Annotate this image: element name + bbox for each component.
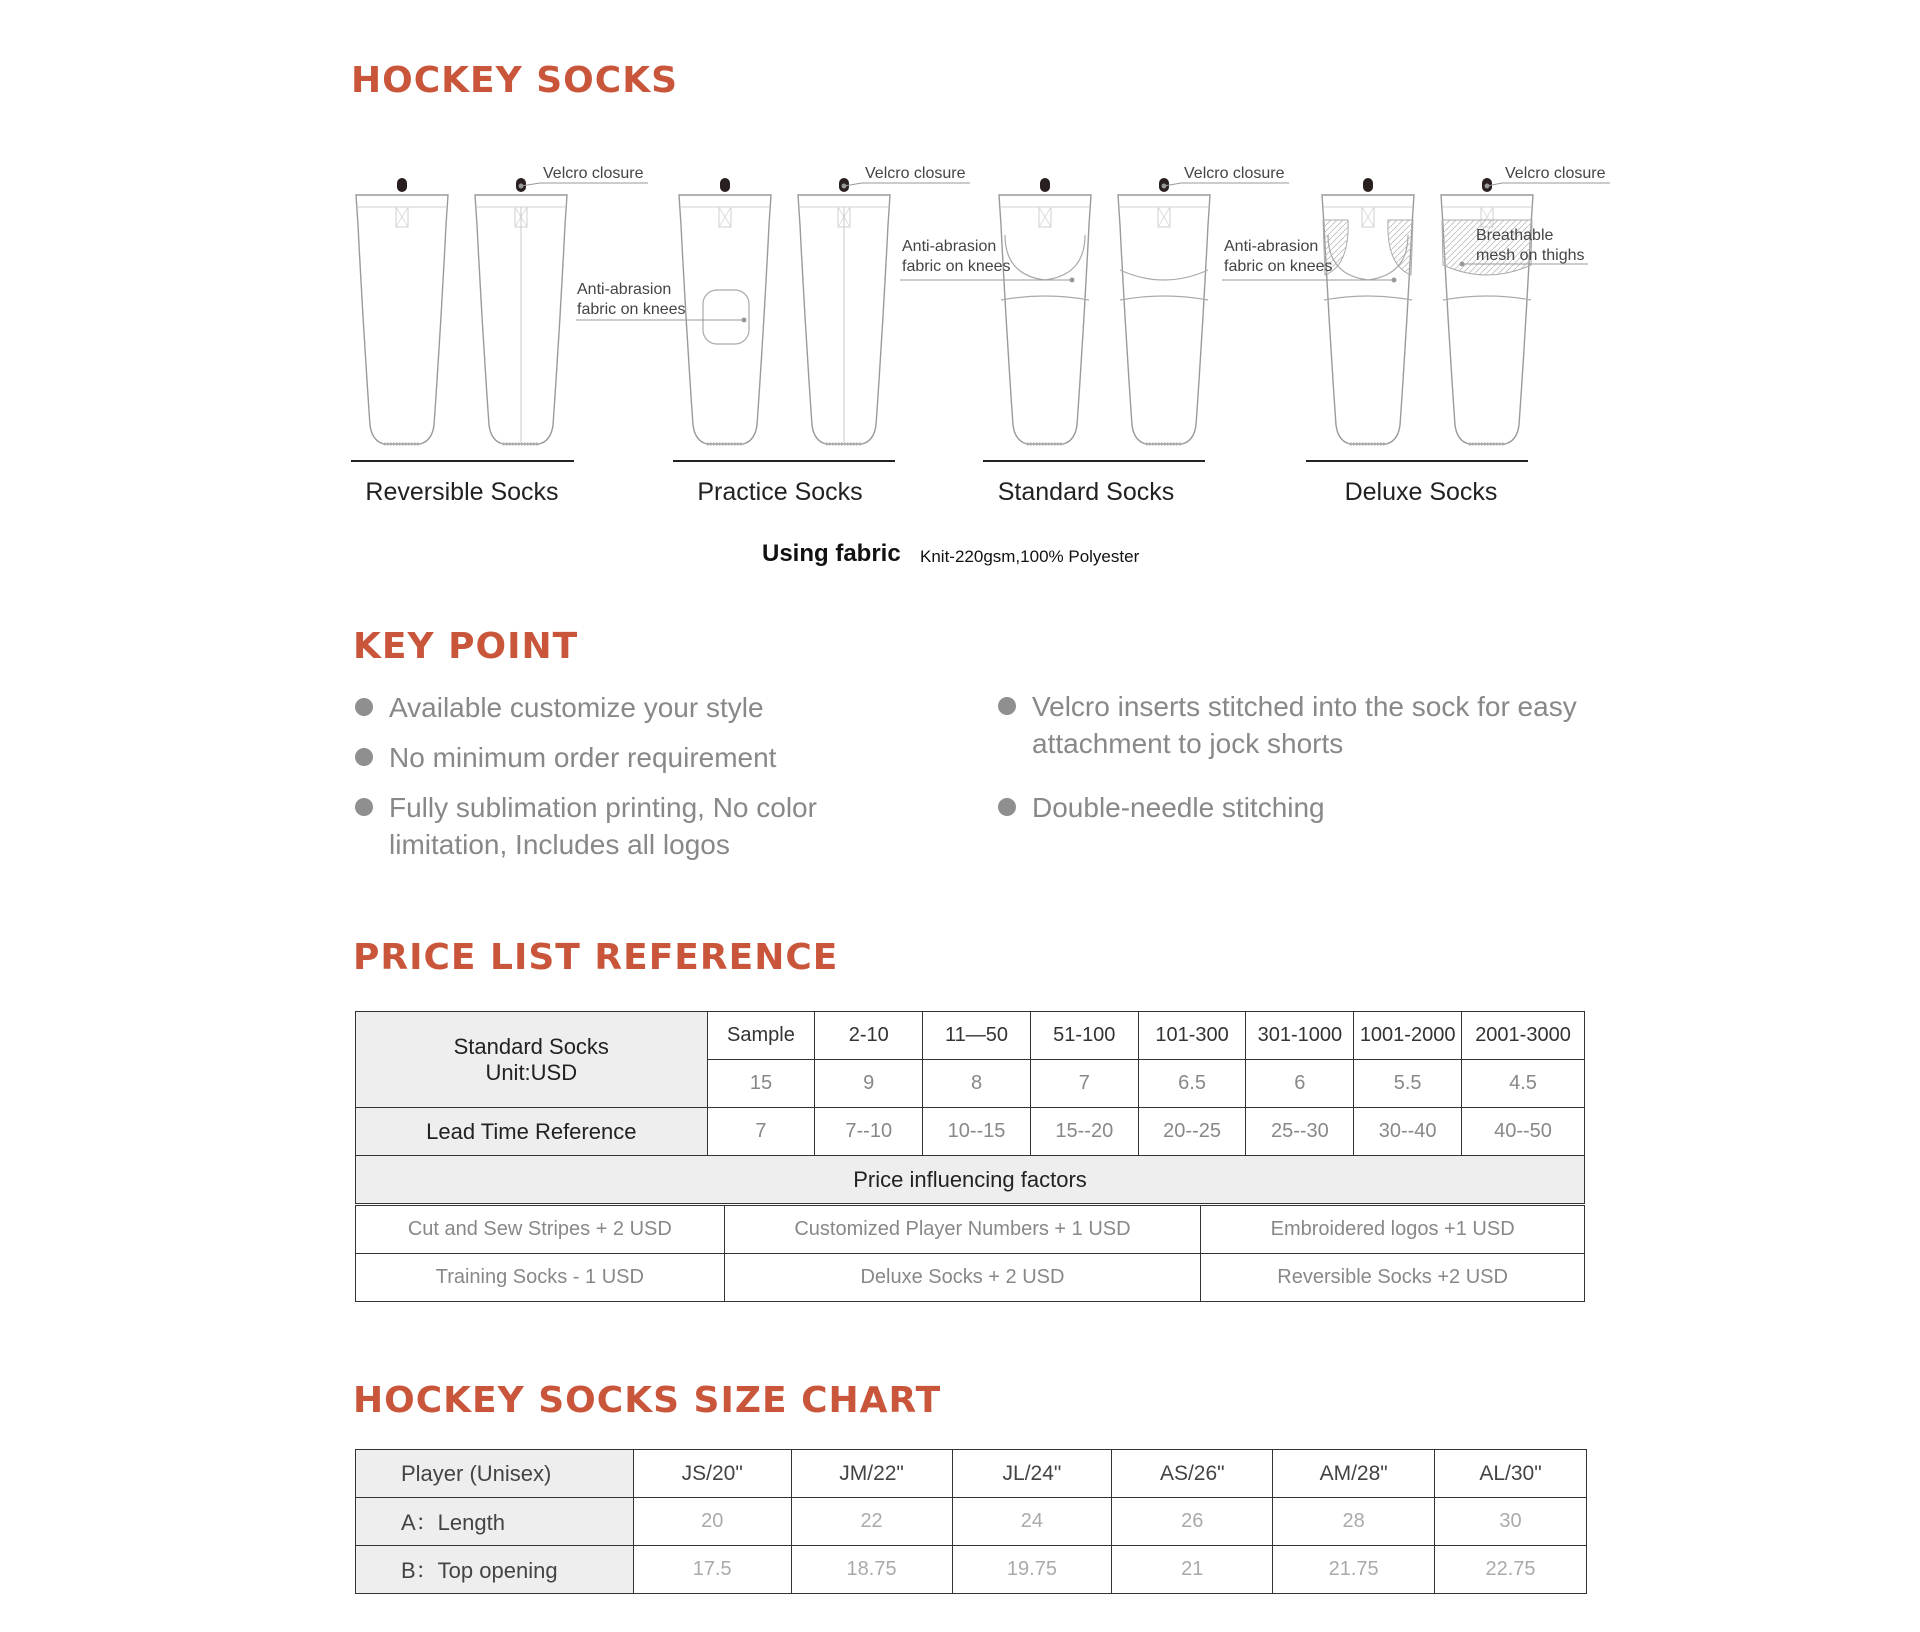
key-point-text: Velcro inserts stitched into the sock for easy	[1032, 691, 1577, 722]
abrasion-line1: Anti-abrasion	[1224, 238, 1319, 255]
price-list-heading: PRICE LIST REFERENCE	[353, 937, 839, 978]
bullet-icon	[355, 798, 373, 816]
size-cell: AL/30"	[1435, 1450, 1587, 1498]
factor-cell: Reversible Socks +2 USD	[1201, 1254, 1585, 1302]
price-table	[355, 1011, 1585, 1204]
lead-time-cell: 25--30	[1246, 1108, 1354, 1156]
factor-cell: Training Socks - 1 USD	[356, 1254, 725, 1302]
length-cell: 26	[1112, 1498, 1273, 1546]
key-point-text: Available customize your style	[389, 692, 764, 723]
price-cell: 6	[1246, 1060, 1354, 1108]
lead-time-cell: 7	[707, 1108, 815, 1156]
velcro-callout-practice: Velcro closure	[865, 165, 966, 182]
sock-label-reversible: Reversible Socks	[365, 478, 559, 506]
tier-cell: 2-10	[815, 1012, 923, 1060]
key-point-text: Fully sublimation printing, No color	[389, 792, 817, 823]
velcro-callout-deluxe: Velcro closure	[1505, 165, 1606, 182]
sock-label-practice: Practice Socks	[697, 478, 863, 506]
top-opening-label: B：Top opening	[356, 1546, 634, 1594]
abrasion-line2: fabric on knees	[902, 258, 1011, 275]
practice-sock-back	[798, 178, 890, 444]
size-cell: AM/28"	[1273, 1450, 1435, 1498]
factors-title: Price influencing factors	[356, 1156, 1585, 1204]
tier-cell: 2001-3000	[1462, 1012, 1585, 1060]
mesh-callout-deluxe	[1476, 226, 1585, 266]
opening-cell: 19.75	[952, 1546, 1112, 1594]
opening-cell: 21.75	[1273, 1546, 1435, 1594]
tier-cell: 301-1000	[1246, 1012, 1354, 1060]
price-cell: 5.5	[1354, 1060, 1462, 1108]
standard-sock-front	[999, 178, 1091, 444]
size-cell: JS/20"	[633, 1450, 791, 1498]
key-point-item	[389, 789, 817, 863]
key-point-text: Double-needle stitching	[1032, 792, 1325, 823]
opening-cell: 17.5	[633, 1546, 791, 1594]
deluxe-sock-back	[1441, 178, 1533, 444]
reversible-sock-front	[356, 178, 448, 444]
factor-cell: Cut and Sew Stripes + 2 USD	[356, 1206, 725, 1254]
price-cell: 15	[707, 1060, 815, 1108]
tier-cell: 101-300	[1138, 1012, 1246, 1060]
key-point-heading: KEY POINT	[353, 626, 579, 667]
size-cell: AS/26"	[1112, 1450, 1273, 1498]
lead-time-cell: 20--25	[1138, 1108, 1246, 1156]
lead-time-cell: 15--20	[1030, 1108, 1138, 1156]
opening-cell: 22.75	[1435, 1546, 1587, 1594]
abrasion-line2: fabric on knees	[1224, 258, 1333, 275]
length-label: A：Length	[356, 1498, 634, 1546]
abrasion-line1: Anti-abrasion	[902, 238, 997, 255]
key-point-item	[1032, 789, 1325, 826]
practice-sock-front	[679, 178, 771, 444]
tier-cell: Sample	[707, 1012, 815, 1060]
size-chart-heading: HOCKEY SOCKS SIZE CHART	[353, 1380, 942, 1421]
lead-time-cell: 30--40	[1354, 1108, 1462, 1156]
fabric-label: Using fabric	[762, 540, 901, 567]
factor-cell: Customized Player Numbers + 1 USD	[724, 1206, 1201, 1254]
deluxe-sock-front	[1322, 178, 1414, 444]
lead-time-cell: 10--15	[923, 1108, 1031, 1156]
price-cell: 6.5	[1138, 1060, 1246, 1108]
abrasion-callout-standard	[902, 237, 1011, 277]
velcro-callout-standard: Velcro closure	[1184, 165, 1285, 182]
abrasion-line2: fabric on knees	[577, 301, 686, 318]
player-label: Player (Unisex)	[356, 1450, 634, 1498]
price-cell: 4.5	[1462, 1060, 1585, 1108]
price-factors-table	[355, 1205, 1585, 1302]
opening-cell: 21	[1112, 1546, 1273, 1594]
velcro-callout-reversible: Velcro closure	[543, 165, 644, 182]
product-cell	[356, 1012, 708, 1108]
tier-cell: 11—50	[923, 1012, 1031, 1060]
tier-cell: 1001-2000	[1354, 1012, 1462, 1060]
price-cell: 8	[923, 1060, 1031, 1108]
key-point-item	[1032, 688, 1577, 762]
size-table	[355, 1449, 1587, 1594]
sock-label-standard: Standard Socks	[997, 478, 1175, 506]
sock-label-deluxe: Deluxe Socks	[1344, 478, 1498, 506]
tier-cell: 51-100	[1030, 1012, 1138, 1060]
key-point-item	[389, 739, 776, 776]
size-cell: JM/22"	[791, 1450, 952, 1498]
fabric-value: Knit-220gsm,100% Polyester	[920, 547, 1140, 566]
factor-cell: Deluxe Socks + 2 USD	[724, 1254, 1201, 1302]
opening-cell: 18.75	[791, 1546, 952, 1594]
standard-sock-back	[1118, 178, 1210, 444]
length-cell: 30	[1435, 1498, 1587, 1546]
abrasion-callout-deluxe	[1224, 237, 1333, 277]
price-cell: 9	[815, 1060, 923, 1108]
key-point-text: attachment to jock shorts	[1032, 728, 1344, 759]
length-cell: 20	[633, 1498, 791, 1546]
product-unit: Unit:USD	[485, 1059, 578, 1085]
bullet-icon	[998, 798, 1016, 816]
key-point-item	[389, 689, 764, 726]
lead-time-label: Lead Time Reference	[356, 1108, 708, 1156]
mesh-line2: mesh on thighs	[1476, 247, 1585, 264]
hockey-socks-heading: HOCKEY SOCKS	[351, 60, 679, 101]
key-point-text: limitation, Includes all logos	[389, 829, 730, 860]
length-cell: 22	[791, 1498, 952, 1546]
size-cell: JL/24"	[952, 1450, 1112, 1498]
factor-cell: Embroidered logos +1 USD	[1201, 1206, 1585, 1254]
key-point-text: No minimum order requirement	[389, 742, 777, 773]
abrasion-line1: Anti-abrasion	[577, 281, 672, 298]
reversible-sock-back	[475, 178, 567, 444]
abrasion-callout-practice	[577, 280, 686, 320]
lead-time-cell: 7--10	[815, 1108, 923, 1156]
product-name: Standard Socks	[453, 1033, 609, 1059]
mesh-line1: Breathable	[1476, 227, 1554, 244]
bullet-icon	[355, 698, 373, 716]
bullet-icon	[998, 697, 1016, 715]
price-cell: 7	[1030, 1060, 1138, 1108]
bullet-icon	[355, 748, 373, 766]
length-cell: 28	[1273, 1498, 1435, 1546]
length-cell: 24	[952, 1498, 1112, 1546]
lead-time-cell: 40--50	[1462, 1108, 1585, 1156]
